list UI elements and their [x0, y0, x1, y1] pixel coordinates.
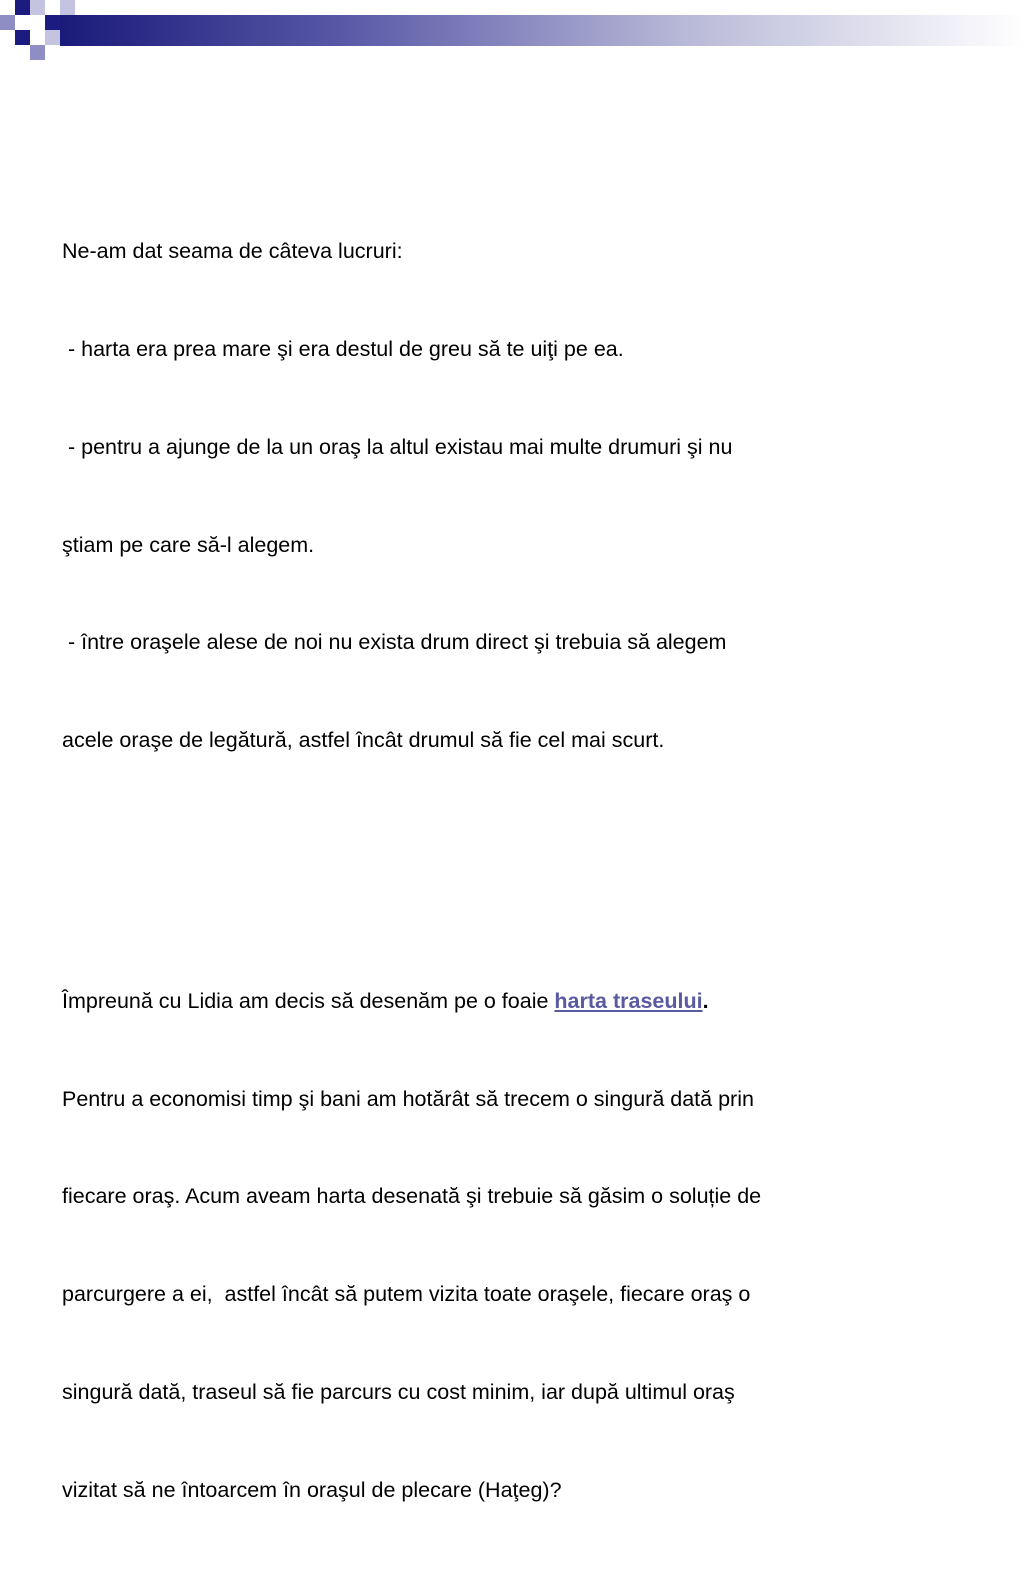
paragraph-line: singură dată, traseul să fie parcurs cu cost minim, iar după ultimul oraş	[62, 1379, 735, 1404]
paragraph-line: vizitat să ne întoarcem în oraşul de plecare (Haţeg)?	[62, 1477, 562, 1502]
header-square-icon	[45, 15, 60, 30]
paragraph-line: fiecare oraş. Acum aveam harta desenată şi trebuie să găsim o soluție de	[62, 1184, 762, 1209]
header-square-icon	[30, 45, 45, 60]
slide-body	[62, 170, 962, 1572]
paragraph-spacer	[62, 854, 962, 887]
header-gradient-bar	[60, 15, 1024, 46]
bullet-item: - harta era prea mare şi era destul de greu să te uiţi pe ea.	[62, 336, 624, 361]
bullet-item: - între oraşele alese de noi nu exista drum direct şi trebuia să alegem	[62, 630, 727, 655]
header-square-icon	[0, 15, 15, 30]
header-square-icon	[60, 0, 75, 15]
header-square-icon	[45, 30, 60, 45]
paragraph-line	[62, 985, 962, 1018]
paragraph-line: parcurgere a ei, astfel încât să putem vizita toate oraşele, fiecare oraş o	[62, 1282, 751, 1307]
paragraph-text: Împreună cu Lidia am decis să desenăm pe o foaie	[62, 988, 555, 1013]
header-square-icon	[15, 30, 30, 45]
paragraph-line: Pentru a economisi timp şi bani am hotărât să trecem o singură dată prin	[62, 1086, 754, 1111]
bullet-item-continuation: acele oraşe de legătură, astfel încât drumul să fie cel mai scurt.	[62, 728, 665, 753]
header-square-icon	[15, 0, 30, 15]
bullet-item: - pentru a ajunge de la un oraş la altul existau mai multe drumuri şi nu	[62, 434, 733, 459]
header-square-icon	[30, 0, 45, 15]
paragraph-period: .	[702, 988, 709, 1013]
intro-line: Ne-am dat seama de câteva lucruri:	[62, 239, 403, 264]
bullet-item-continuation: ştiam pe care să-l alegem.	[62, 532, 315, 557]
route-map-link[interactable]: harta traseului	[554, 988, 703, 1013]
